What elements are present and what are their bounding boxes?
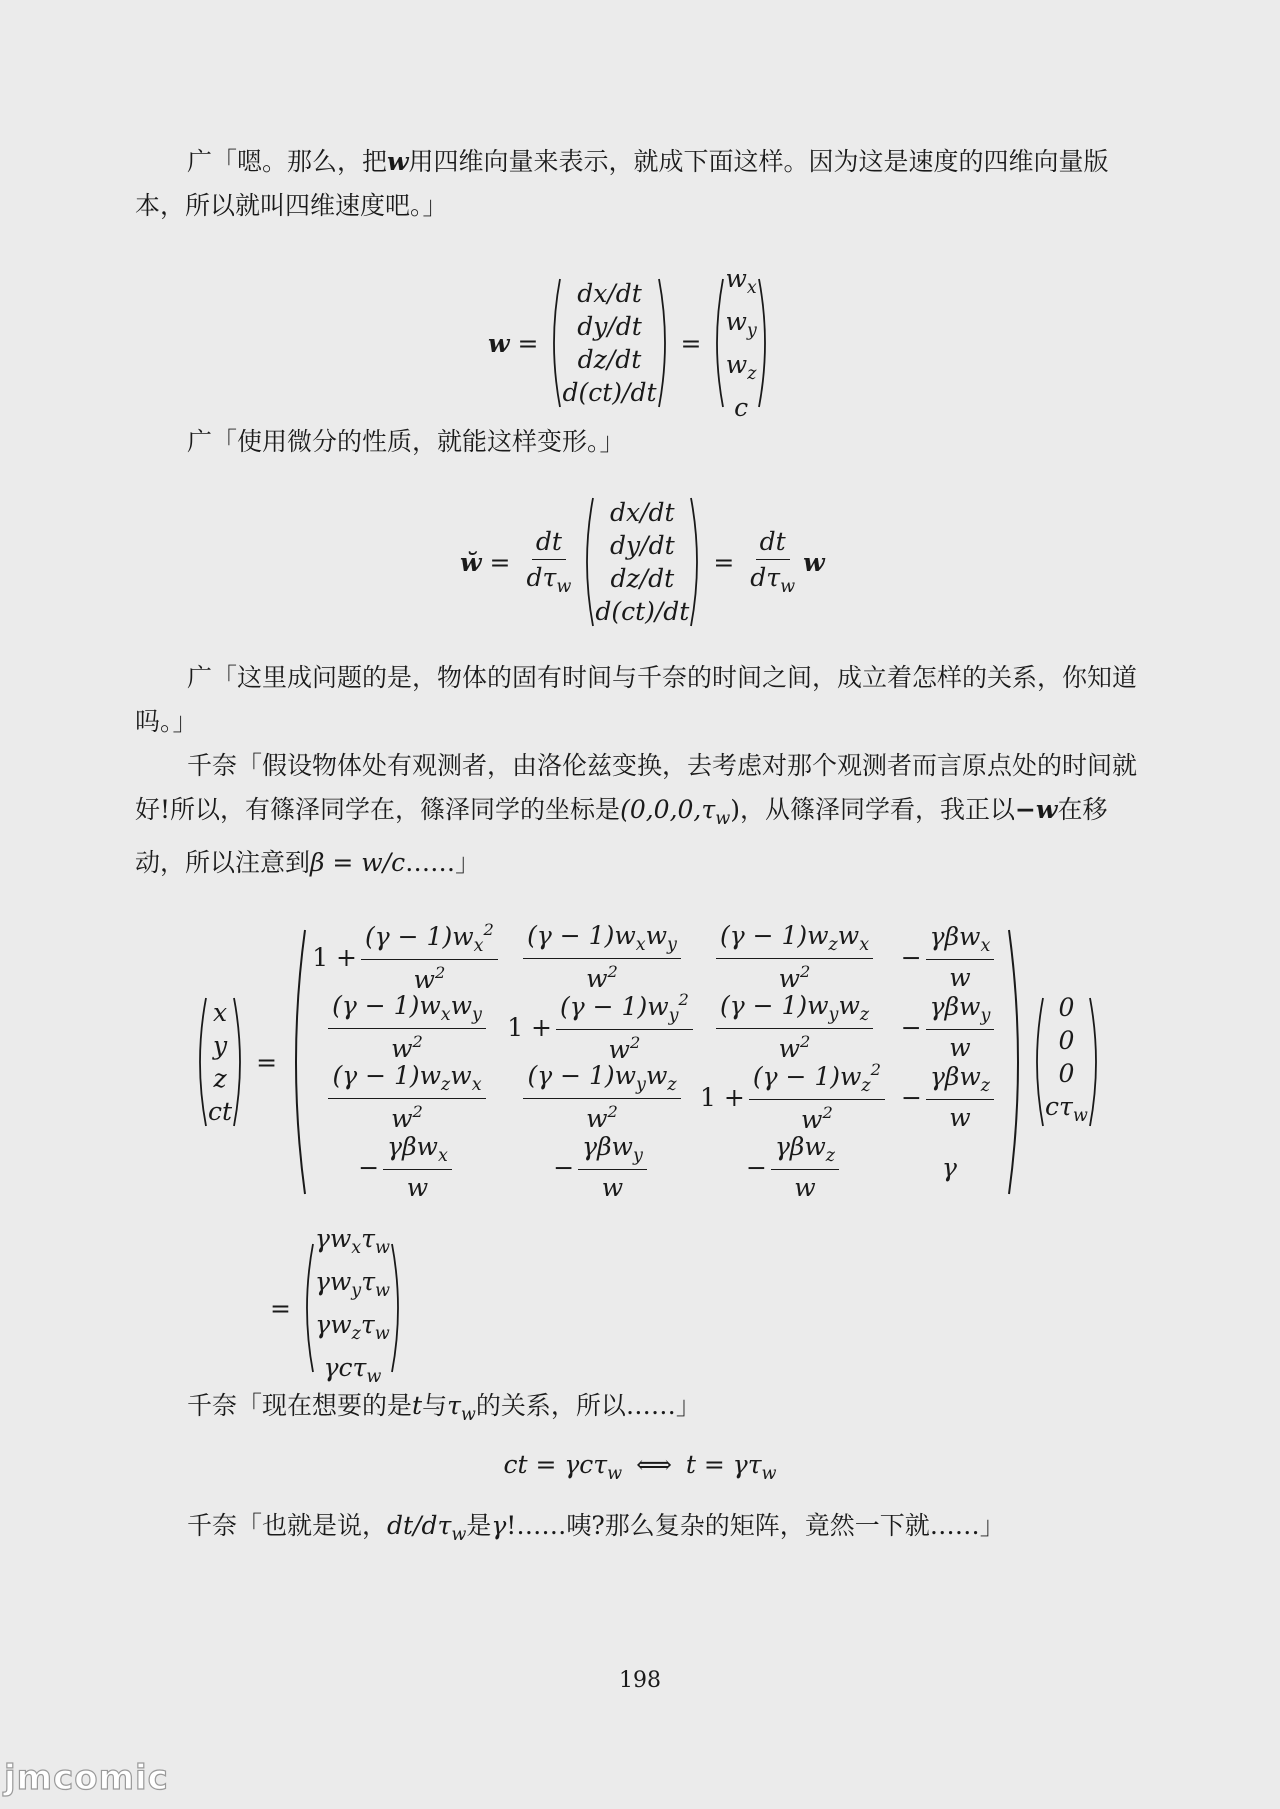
lhs-vector: x y z ct [208, 998, 233, 1126]
frac-dt-dtau-2: $\frac{dt}{d\tau_w}$ [750, 526, 796, 598]
paragraph-2: 广「使用微分的性质，就能这样变形。」 [187, 427, 625, 456]
equation-four-velocity: w = dx/dt dy/dt dz/dt d(ct)/dt = $w_x$ $w_y$ $w_z$ c [488, 262, 773, 424]
equation-time-relation: ct = γcτ$_w$ ⟺ $t = \gamma\tau_w$ [503, 1450, 777, 1485]
paragraph-1: 广「嗯。那么，把w用四维向量来表示，就成下面这样。因为这是速度的四维向量版本，所以就叫四维速度吧。」 [135, 147, 1109, 220]
left-paren [192, 996, 208, 1128]
matrix-left-paren [285, 928, 307, 1196]
left-paren [579, 496, 595, 628]
paragraph-4: 千奈「假设物体处有观测者，由洛伦兹变换，去考虑对那个观测者而言原点处的时间就好!所以，有篠泽同学在，篠泽同学的坐标是$(0,0,0,\tau_w)$，从篠泽同学看，我正以−w在移动，所以注意到β = w/c……」 [135, 751, 1138, 878]
left-paren [546, 277, 562, 409]
right-paren [757, 277, 773, 409]
paragraph-6: 千奈「也就是说，$dt/d\tau_w$是γ!……咦?那么复杂的矩阵，竟然一下就……」 [187, 1511, 1005, 1546]
result-vector: $\gamma w_x\tau_w$ $\gamma w_y\tau_w$ $\gamma w_z\tau_w$ γcτ$_w$ [314, 1224, 391, 1388]
paragraph-5: 千奈「现在想要的是t与$\tau_w$的关系，所以……」 [187, 1391, 701, 1426]
watermark-logo: jmcomic [4, 1758, 169, 1798]
rhs-vector: 0 0 0 $c\tau_w$ [1045, 992, 1088, 1127]
left-paren [299, 1242, 315, 1374]
right-paren [689, 496, 705, 628]
lorentz-matrix: 1 + $\frac{(\gamma - 1)w_x^2}{w^2}$ $\frac{(\gamma - 1)w_xw_y}{w^2}$ $\frac{(\gamma - 1)w_zw_x}{w^2}$ − $\frac{\gamma\beta w_x}{w}$ $\frac{(\gamma - 1)w_xw_y}{w^2}$ 1 + $\frac{(\gamma - 1)w_y^2}{w^2}$ $\frac{(\gamma - 1)w_yw_z}{w^2}$ − $\frac{\gamma\beta w_y}{w}$ $\frac{(\gamma - 1)w_zw_x}{w^2}$ $\frac{(\gamma - 1)w_yw_z}{w^2}$ 1 + $\frac{(\gamma - 1)w_z^2}{w^2}$ − $\frac{\gamma\beta w_z}{w}$ − $\frac{\gamma\beta w_x}{w}$ − $\frac{\gamma\beta w_y}{w}$ − $\frac{\gamma\beta w_z}{w}$ γ [307, 922, 1007, 1202]
right-paren [390, 1242, 406, 1374]
eq1-vector-a: dx/dt dy/dt dz/dt d(ct)/dt [562, 279, 657, 408]
matrix-right-paren [1007, 928, 1029, 1196]
right-paren [1088, 996, 1104, 1128]
eq1-vector-b: $w_x$ $w_y$ $w_z$ c [725, 264, 757, 423]
paragraph-3: 广「这里成问题的是，物体的固有时间与千奈的时间之间，成立着怎样的关系，你知道吗。」 [135, 663, 1138, 736]
equation-lorentz: x y z ct = 1 + $\frac{(\gamma - 1)w_x^2}{w^2}$ $\frac{(\gamma - 1)w_xw_y}{w^2}$ $\frac{(\gamma - 1)w_zw_x}{w^2}$ − $\frac{\gamma\beta w_x}{w}$ $\frac{(\gamma - 1)w_xw_y}{w^2}$ 1 + $\frac{(\gamma - 1)w_y^2}{w^2}$ $\frac{(\gamma - 1)w_yw_z}{w^2}$ − $\frac{\gamma\beta w_y}{w}$ $\frac{(\gamma - 1)w_zw_x}{w^2}$ $\frac{(\gamma - 1)w_yw_z}{w^2}$ 1 + $\frac{(\gamma - 1)w_z^2}{w^2}$ − $\frac{\gamma\beta w_z}{w}$ − $\frac{\gamma\beta w_x}{w}$ − $\frac{\gamma\beta w_y}{w}$ − $\frac{\gamma\beta w_z}{w}$ γ 0 0 0 $c\tau_w$ [192, 922, 1104, 1202]
equation-transform: w̆ = $\frac{dt}{d\tau_w}$ dx/dt dy/dt dz/dt d(ct)/dt = $\frac{dt}{d\tau_w}$ w [460, 498, 825, 626]
right-paren [232, 996, 248, 1128]
equation-result: = $\gamma w_x\tau_w$ $\gamma w_y\tau_w$ $\gamma w_z\tau_w$ γcτ$_w$ [262, 1222, 406, 1395]
eq2-lhs: w̆ [460, 547, 482, 577]
eq1-lhs: w [488, 328, 510, 358]
right-paren [657, 277, 673, 409]
left-paren [1029, 996, 1045, 1128]
vector-w: w [387, 147, 409, 176]
page-number: 198 [619, 1668, 661, 1693]
left-paren [709, 277, 725, 409]
eq2-vector: dx/dt dy/dt dz/dt d(ct)/dt [595, 498, 690, 626]
frac-dt-dtau: $\frac{dt}{d\tau_w}$ [526, 526, 572, 598]
